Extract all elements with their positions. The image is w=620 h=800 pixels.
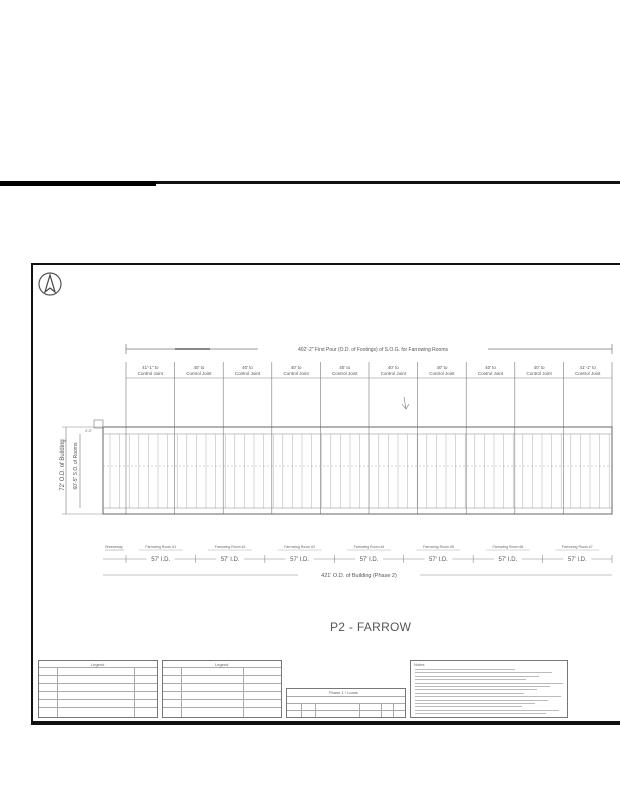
- room-span-dim: 57' I.D.: [429, 557, 448, 563]
- room-span-dim: 57' I.D.: [498, 557, 518, 563]
- bay-label-top: 40' to: [533, 365, 545, 370]
- bay-label-top: 40' to: [436, 365, 448, 370]
- note-line: [415, 676, 539, 677]
- bay-label-top: 40' to: [387, 365, 399, 370]
- room-name-label: Farrowing Room #3: [284, 545, 315, 549]
- room-span-dim: 57' I.D.: [290, 557, 309, 563]
- legend-table-2: [162, 660, 282, 718]
- breezeway-label: Breezeway: [105, 545, 123, 549]
- room-span-dim: 57' I.D.: [220, 557, 240, 563]
- note-line: [415, 672, 552, 673]
- note-line: [415, 700, 548, 701]
- sheet-title: P2 - FARROW: [330, 620, 412, 634]
- room-name-label: Farrowing Room #4: [353, 545, 385, 549]
- note-line: [415, 689, 537, 690]
- note-line: [415, 693, 524, 694]
- overall-pour-dim: 402'-2" First Pour (O.D. of Footings) of S.O.G. for Farrowing Rooms: [298, 347, 448, 353]
- note-line: [415, 713, 546, 714]
- room-name-label: Farrowing Room #1: [145, 545, 177, 549]
- bay-label-bottom: Control Joint: [283, 371, 309, 376]
- note-line: [415, 683, 563, 684]
- bay-label-bottom: Control Joint: [526, 371, 552, 376]
- room-name-label: Farrowing Room #7: [561, 545, 593, 549]
- bay-label-bottom: Control Joint: [575, 371, 601, 376]
- room-name-label: Farrowing Room #5: [423, 545, 454, 549]
- bay-label-bottom: Control Joint: [477, 371, 504, 376]
- note-line: [415, 706, 522, 707]
- room-name-label: Farrowing Room #2: [214, 545, 246, 549]
- loads-table-title: Phase 1 / Loads: [329, 690, 358, 695]
- notes-block: [410, 660, 568, 718]
- bay-label-bottom: Control Joint: [380, 371, 406, 376]
- bay-label-top: 40' to: [193, 365, 205, 370]
- bay-label-top: 41'-1" to: [142, 365, 159, 370]
- building-od-dim: 72' O.D. of Building: [60, 439, 66, 491]
- bay-label-top: 40' to: [290, 365, 302, 370]
- legend-table-1: [38, 660, 158, 718]
- legend-2-title: Legend: [215, 662, 229, 667]
- legend-1-title: Legend: [91, 662, 105, 667]
- note-line: [415, 703, 535, 704]
- bay-label-bottom: Control Joint: [332, 371, 358, 376]
- bay-label-bottom: Control Joint: [429, 371, 455, 376]
- overall-building-dim: 421' O.D. of Building (Phase 2): [321, 573, 397, 579]
- bay-label-bottom: Control Joint: [186, 371, 212, 376]
- room-span-dim: 57' I.D.: [567, 557, 587, 563]
- bay-label-top: 40' to: [242, 365, 253, 370]
- room-name-label: Farrowing Room #6: [492, 545, 524, 549]
- room-span-dim: 57' I.D.: [359, 557, 379, 563]
- note-line: [415, 679, 526, 680]
- room-span-dim: 57' I.D.: [151, 557, 171, 563]
- left-small-dim: 4'-0": [85, 429, 92, 433]
- sheet-bottom-rule: [31, 721, 620, 723]
- bay-label-bottom: Control Joint: [234, 371, 261, 376]
- notes-title: Notes: [414, 662, 425, 667]
- note-line: [415, 710, 559, 711]
- bay-label-top: 41'-1" to: [579, 365, 596, 370]
- note-line: [415, 696, 561, 697]
- rooms-so-dim: 60'-5" S.O. of Rooms: [73, 442, 79, 490]
- bay-label-top: 40' to: [339, 365, 351, 370]
- note-line: [415, 669, 515, 670]
- note-line: [415, 686, 550, 687]
- bay-label-top: 40' to: [485, 365, 496, 370]
- loads-table: [286, 688, 406, 718]
- bay-label-bottom: Control Joint: [137, 371, 163, 376]
